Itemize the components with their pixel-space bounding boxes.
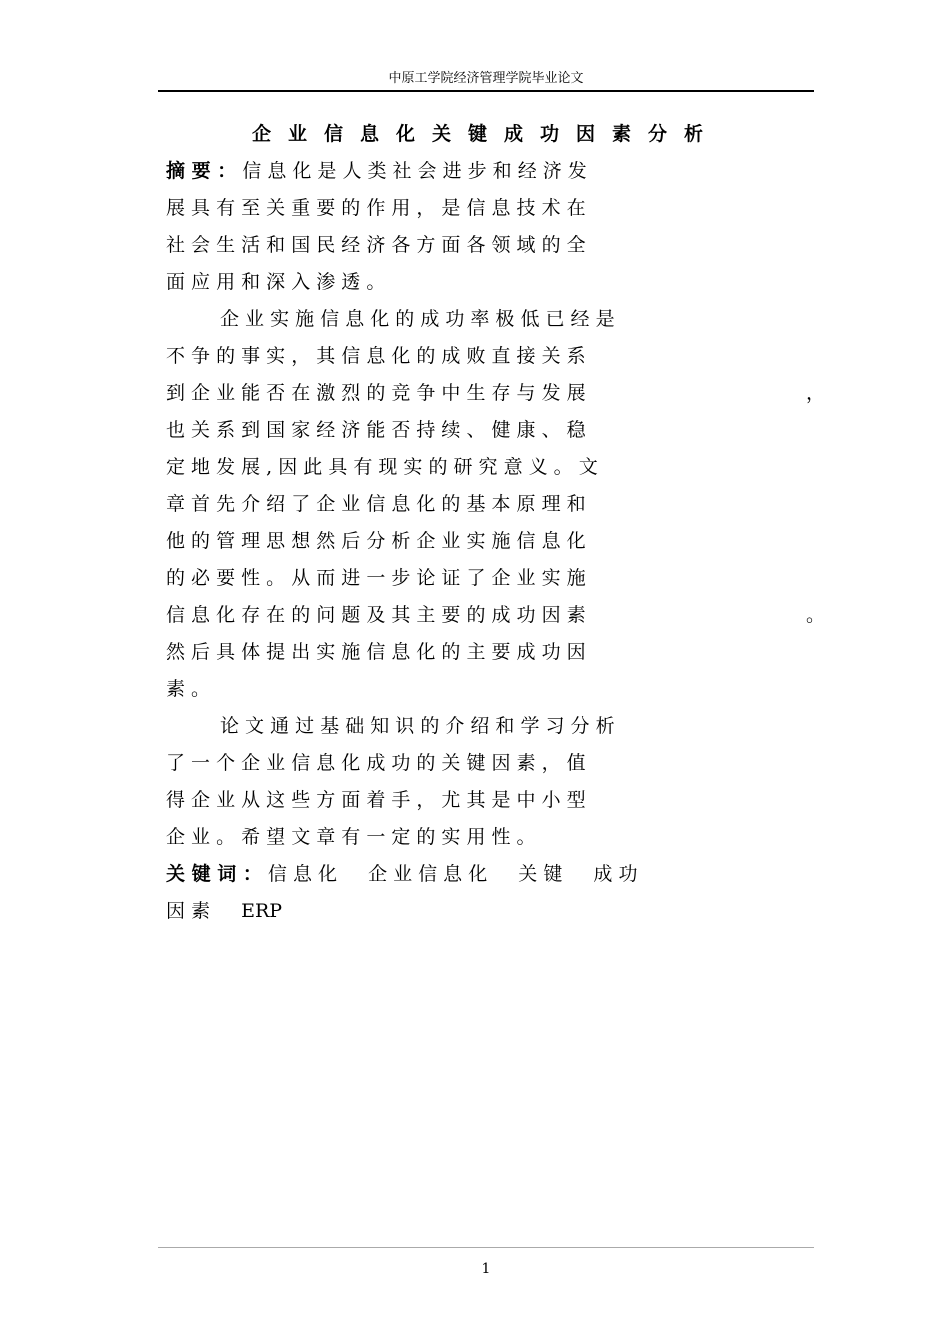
abstract-line: 展 具 有 至 关 重 要 的 作 用 ， 是 信 息 技 术 在	[166, 197, 586, 219]
hanging-punctuation: 。	[806, 604, 826, 626]
keywords-label: 关 键 词 ：	[166, 863, 262, 885]
paragraph-line: 素 。	[166, 678, 211, 700]
abstract-label: 摘 要 ：	[166, 160, 237, 182]
paragraph-line	[166, 597, 826, 634]
keywords-text: 信 息 化 企 业 信 息 化 关 键 成 功	[267, 863, 638, 885]
page-header: 中原工学院经济管理学院毕业论文	[388, 71, 584, 86]
abstract-line	[166, 153, 826, 190]
paragraph-line: 了 一 个 企 业 信 息 化 成 功 的 关 键 因 素 ， 值	[166, 752, 586, 774]
keywords-line: 因 素 ERP	[166, 900, 283, 922]
paragraph-text: 到 企 业 能 否 在 激 烈 的 竞 争 中 生 存 与 发 展	[166, 382, 586, 404]
header-rule	[158, 90, 814, 92]
paragraph-line	[166, 375, 826, 412]
abstract-line: 面 应 用 和 深 入 渗 透 。	[166, 271, 386, 293]
paragraph-line: 定 地 发 展 , 因 此 具 有 现 实 的 研 究 意 义 。 文	[166, 456, 598, 478]
document-body	[166, 153, 826, 930]
paragraph-line: 他 的 管 理 思 想 然 后 分 析 企 业 实 施 信 息 化	[166, 530, 586, 552]
paragraph-line: 不 争 的 事 实 ， 其 信 息 化 的 成 败 直 接 关 系	[166, 345, 586, 367]
paragraph-line: 章 首 先 介 绍 了 企 业 信 息 化 的 基 本 原 理 和	[166, 493, 586, 515]
paragraph-line: 企 业 实 施 信 息 化 的 成 功 率 极 低 已 经 是	[220, 308, 615, 330]
paragraph-line: 企 业 。 希 望 文 章 有 一 定 的 实 用 性 。	[166, 826, 536, 848]
keywords-line	[166, 856, 826, 893]
paragraph-line: 论 文 通 过 基 础 知 识 的 介 绍 和 学 习 分 析	[220, 715, 615, 737]
footer-rule	[158, 1247, 814, 1248]
abstract-text: 信 息 化 是 人 类 社 会 进 步 和 经 济 发	[242, 160, 587, 182]
paragraph-line: 得 企 业 从 这 些 方 面 着 手 ， 尤 其 是 中 小 型	[166, 789, 586, 811]
abstract-line: 社 会 生 活 和 国 民 经 济 各 方 面 各 领 域 的 全	[166, 234, 586, 256]
paragraph-text: 信 息 化 存 在 的 问 题 及 其 主 要 的 成 功 因 素	[166, 604, 586, 626]
paragraph-line: 也 关 系 到 国 家 经 济 能 否 持 续 、 健 康 、 稳	[166, 419, 586, 441]
document-title: 企业信息化关键成功因素分析	[251, 123, 720, 145]
page-number: 1	[481, 1261, 491, 1277]
paragraph-line: 然 后 具 体 提 出 实 施 信 息 化 的 主 要 成 功 因	[166, 641, 586, 663]
paragraph-line: 的 必 要 性 。 从 而 进 一 步 论 证 了 企 业 实 施	[166, 567, 586, 589]
hanging-punctuation: ，	[806, 382, 826, 404]
